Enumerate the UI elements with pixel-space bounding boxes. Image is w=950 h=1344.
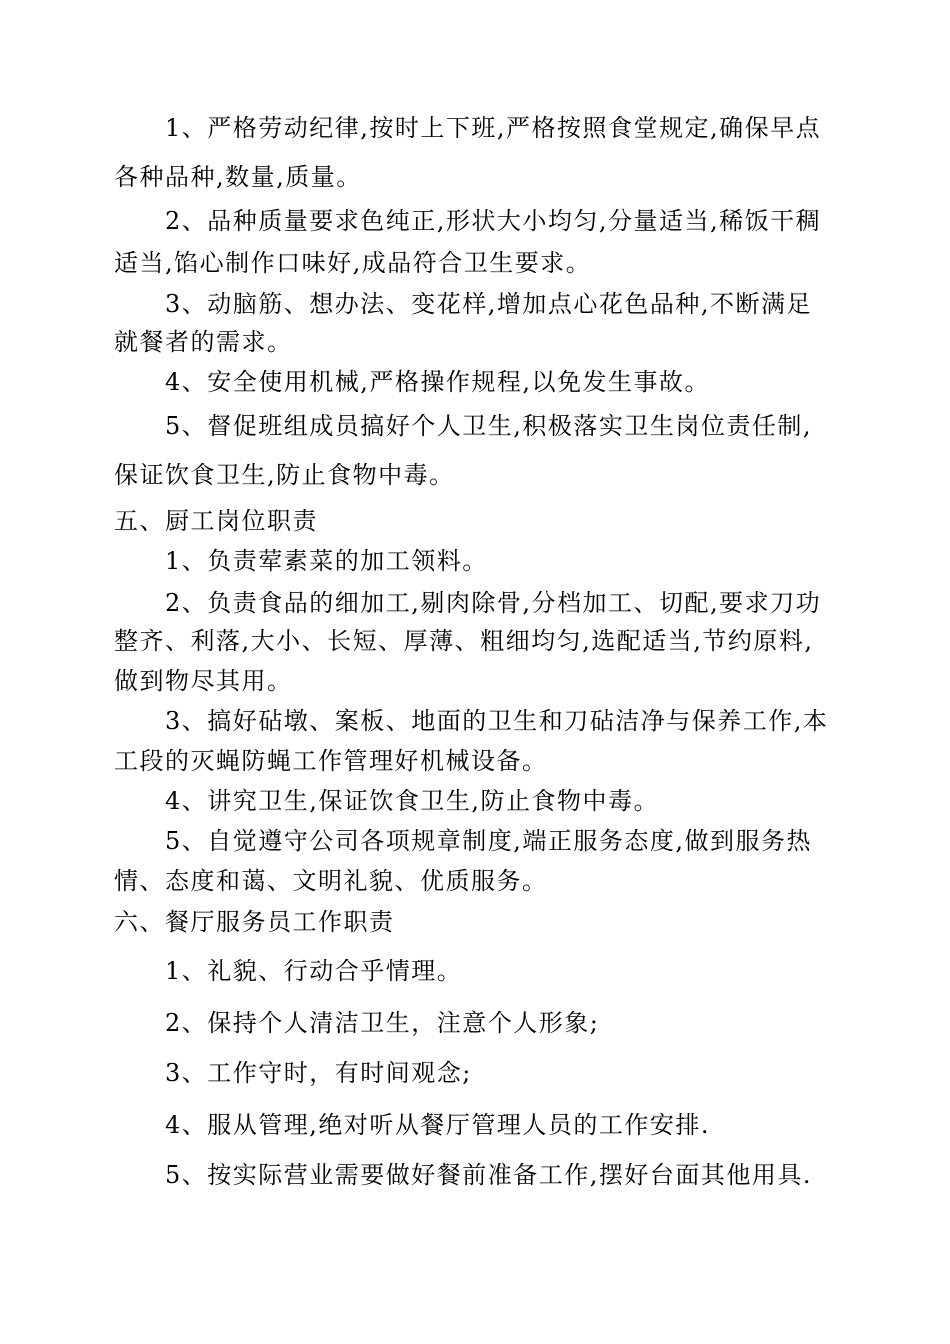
text-line: 5、按实际营业需要做好餐前准备工作,摆好台面其他用具. — [165, 1161, 813, 1189]
text-line: 就餐者的需求。 — [114, 328, 293, 356]
text-line: 工段的灭蝇防蝇工作管理好机械设备。 — [114, 747, 548, 775]
text-line: 5、督促班组成员搞好个人卫生,积极落实卫生岗位责任制, — [165, 412, 813, 440]
text-line: 1、礼貌、行动合乎情理。 — [165, 957, 463, 985]
text-line: 适当,馅心制作口味好,成品符合卫生要求。 — [114, 249, 592, 277]
text-line: 3、工作守时，有时间观念; — [165, 1059, 472, 1087]
text-line: 2、负责食品的细加工,剔肉除骨,分档加工、切配,要求刀功 — [165, 589, 822, 617]
text-line: 3、搞好砧墩、案板、地面的卫生和刀砧洁净与保养工作,本 — [165, 707, 829, 735]
text-line: 保证饮食卫生,防止食物中毒。 — [114, 461, 455, 489]
text-line: 2、品种质量要求色纯正,形状大小均匀,分量适当,稀饭干稠 — [165, 207, 822, 235]
text-line: 4、服从管理,绝对听从餐厅管理人员的工作安排. — [165, 1111, 711, 1139]
section-heading: 五、厨工岗位职责 — [114, 507, 318, 535]
text-line: 4、安全使用机械,严格操作规程,以免发生事故。 — [165, 368, 711, 396]
text-line: 5、自觉遵守公司各项规章制度,端正服务态度,做到服务热 — [165, 827, 813, 855]
section-heading: 六、餐厅服务员工作职责 — [114, 908, 395, 936]
text-line: 各种品种,数量,质量。 — [114, 163, 362, 191]
text-line: 情、态度和蔼、文明礼貌、优质服务。 — [114, 867, 548, 895]
text-line: 做到物尽其用。 — [114, 667, 293, 695]
text-line: 1、严格劳动纪律,按时上下班,严格按照食堂规定,确保早点 — [165, 114, 822, 142]
text-line: 整齐、利落,大小、长短、厚薄、粗细均匀,选配适当,节约原料, — [114, 627, 814, 655]
text-line: 2、保持个人清洁卫生，注意个人形象; — [165, 1009, 600, 1037]
text-line: 1、负责荤素菜的加工领料。 — [165, 547, 488, 575]
text-line: 4、讲究卫生,保证饮食卫生,防止食物中毒。 — [165, 787, 660, 815]
text-line: 3、动脑筋、想办法、变花样,增加点心花色品种,不断满足 — [165, 290, 813, 318]
